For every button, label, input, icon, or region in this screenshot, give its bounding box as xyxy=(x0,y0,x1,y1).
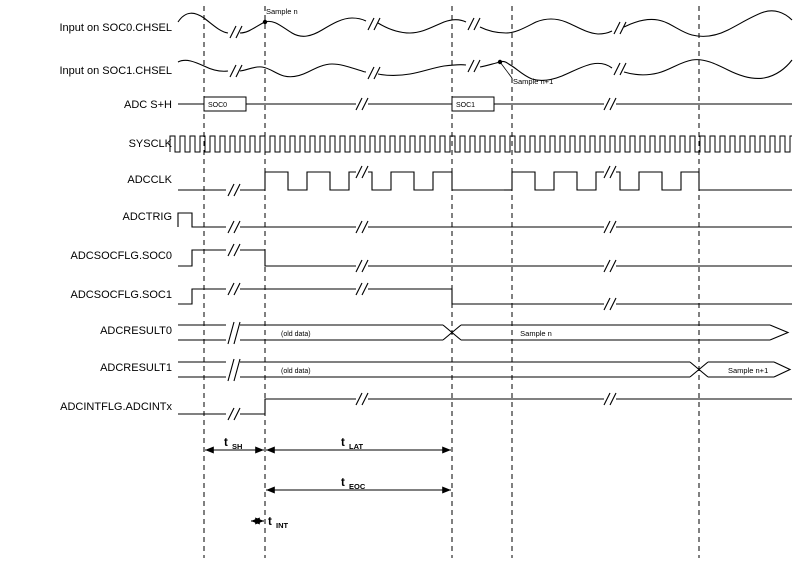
timing-label-tint-sub: INT xyxy=(276,521,289,530)
waveform-adcsocflg-soc1 xyxy=(178,289,792,304)
signal-label-input-soc1: Input on SOC1.CHSEL xyxy=(59,65,172,77)
timing-label-tsh-base: t xyxy=(224,437,228,449)
signal-label-adcsocflg-soc1: ADCSOCFLG.SOC1 xyxy=(70,289,172,301)
signal-label-adctrig: ADCTRIG xyxy=(122,211,172,223)
waveform-adcresult0 xyxy=(178,325,788,340)
timing-label-tlat-sub: LAT xyxy=(349,442,364,451)
vertical-reference-lines xyxy=(204,6,699,558)
timing-label-tsh-sub: SH xyxy=(232,442,243,451)
timing-label-teoc-base: t xyxy=(341,477,345,489)
waveform-adcclk xyxy=(178,172,792,190)
waveform-adcintflg xyxy=(178,399,792,414)
annotation-soc1-box: SOC1 xyxy=(456,102,476,109)
break-marks-row5 xyxy=(228,166,616,196)
signal-label-adcresult0: ADCRESULT0 xyxy=(100,325,172,337)
waveform-adcresult1 xyxy=(178,362,790,377)
break-marks-row8 xyxy=(228,283,616,310)
waveform-input-soc1 xyxy=(178,60,792,81)
break-marks-row1 xyxy=(230,18,626,38)
signal-label-adcclk: ADCCLK xyxy=(127,174,172,186)
annotation-old-data-result0: (old data) xyxy=(281,331,311,338)
annotation-old-data-result1: (old data) xyxy=(281,368,311,375)
signal-label-adcresult1: ADCRESULT1 xyxy=(100,362,172,374)
annotation-sample-n: Sample n xyxy=(266,7,298,16)
timing-label-tint-base: t xyxy=(268,516,272,528)
signal-label-group xyxy=(59,22,172,413)
annotation-result1-value: Sample n+1 xyxy=(728,366,769,375)
annotation-result0-value: Sample n xyxy=(520,329,552,338)
timing-label-teoc-sub: EOC xyxy=(349,482,366,491)
signal-label-input-soc0: Input on SOC0.CHSEL xyxy=(59,22,172,34)
break-marks-row9 xyxy=(228,322,240,344)
waveform-adcsocflg-soc0 xyxy=(178,250,792,266)
break-marks-row11 xyxy=(228,393,616,420)
waveform-adc-sh xyxy=(178,97,792,111)
annotation-sample-n1: Sample n+1 xyxy=(513,77,554,86)
signal-label-adc-sh: ADC S+H xyxy=(124,99,172,111)
annotation-soc0-box: SOC0 xyxy=(208,102,228,109)
timing-label-tlat-base: t xyxy=(341,437,345,449)
signal-label-adcintflg: ADCINTFLG.ADCINTx xyxy=(60,401,172,413)
waveform-adctrig xyxy=(178,213,792,227)
signal-label-adcsocflg-soc0: ADCSOCFLG.SOC0 xyxy=(70,250,172,262)
signal-label-sysclk: SYSCLK xyxy=(128,138,172,150)
break-marks-row10 xyxy=(228,359,240,381)
break-marks-row7 xyxy=(228,244,616,272)
sample-n1-marker xyxy=(498,60,553,86)
